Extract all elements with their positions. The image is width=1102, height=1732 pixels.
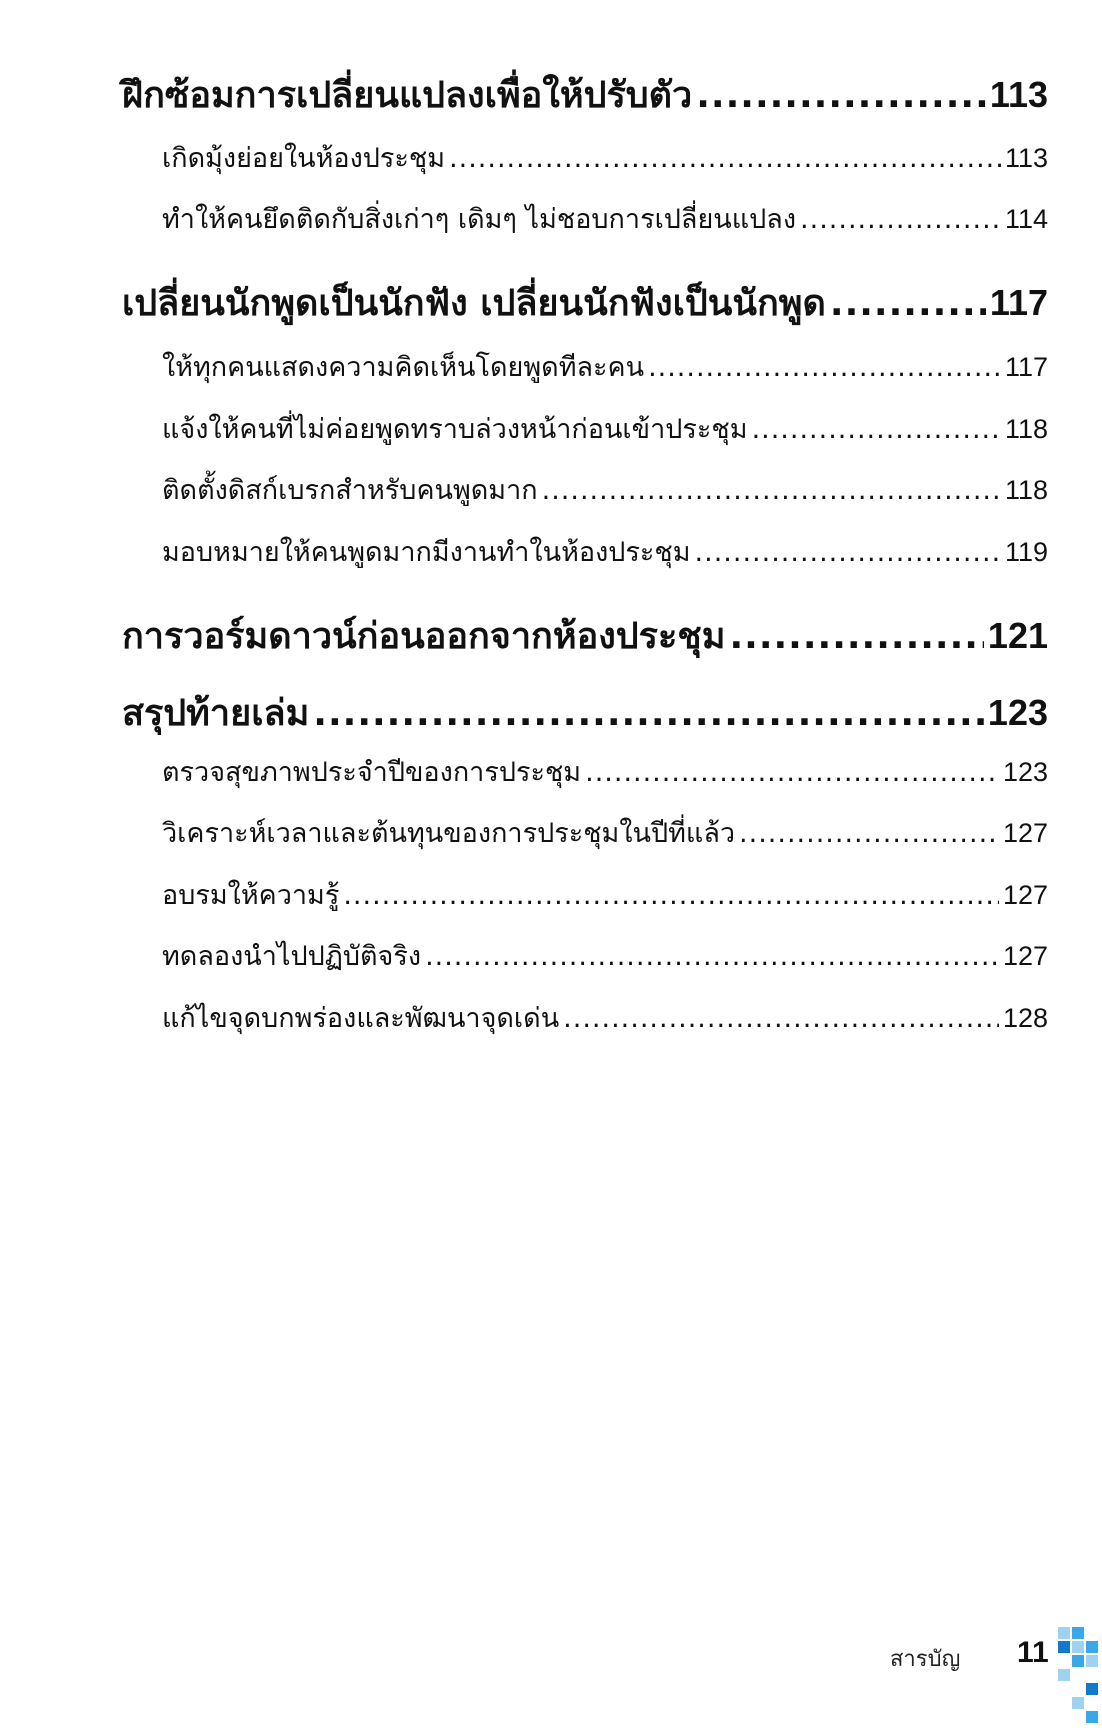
toc-page-number: 113 xyxy=(1004,143,1048,173)
dot-leader xyxy=(585,757,999,788)
dot-leader xyxy=(542,475,1001,506)
pixel-squares-decoration xyxy=(1050,1625,1102,1732)
toc-subentry[interactable] xyxy=(162,873,1048,916)
toc-entry-title: มอบหมายให้คนพูดมากมีงานทำในห้องประชุม xyxy=(162,537,691,568)
toc-subentry[interactable] xyxy=(162,934,1048,977)
toc-subentry[interactable] xyxy=(162,136,1048,179)
toc-heading[interactable] xyxy=(122,66,1048,123)
toc-page-number: 114 xyxy=(1004,204,1048,234)
toc-heading[interactable] xyxy=(122,274,1048,331)
toc-subentry[interactable] xyxy=(162,345,1048,388)
toc-subentry[interactable] xyxy=(162,750,1048,793)
dot-leader xyxy=(449,143,1001,174)
dot-leader xyxy=(695,537,1001,568)
deco-square xyxy=(1086,1641,1098,1653)
dot-leader xyxy=(648,352,1001,383)
toc-page-number: 127 xyxy=(1002,880,1048,910)
toc-subentry[interactable] xyxy=(162,407,1048,450)
dot-leader xyxy=(729,616,983,657)
toc-page-number: 123 xyxy=(1002,757,1048,787)
toc-entry-title: อบรมให้ความรู้ xyxy=(162,880,340,911)
dot-leader xyxy=(800,204,1001,235)
toc-entry-title: การวอร์มดาวน์ก่อนออกจากห้องประชุม xyxy=(122,616,726,657)
deco-square xyxy=(1072,1655,1084,1667)
dot-leader xyxy=(425,941,999,972)
dot-leader xyxy=(313,693,984,734)
toc-entry-title: เปลี่ยนนักพูดเป็นนักฟัง เปลี่ยนนักฟังเป็นนักพูด xyxy=(122,283,826,324)
toc-entry-title: แก้ไขจุดบกพร่องและพัฒนาจุดเด่น xyxy=(162,1003,560,1034)
deco-square xyxy=(1058,1641,1070,1653)
deco-square xyxy=(1086,1711,1098,1723)
dot-leader xyxy=(696,75,986,116)
deco-square xyxy=(1072,1627,1084,1639)
deco-square xyxy=(1072,1641,1084,1653)
toc-page-number: 113 xyxy=(989,74,1048,115)
deco-square xyxy=(1086,1683,1098,1695)
dot-leader xyxy=(343,880,999,911)
toc-entry-title: ติดตั้งดิสก์เบรกสำหรับคนพูดมาก xyxy=(162,475,538,506)
dot-leader xyxy=(739,818,999,849)
toc-page-number: 117 xyxy=(989,282,1048,323)
toc-page-number: 121 xyxy=(987,615,1048,656)
toc-page-number: 117 xyxy=(1004,352,1048,382)
toc-page-number: 128 xyxy=(1002,1003,1048,1033)
toc-subentry[interactable] xyxy=(162,468,1048,511)
dot-leader xyxy=(563,1003,999,1034)
toc-entry-title: ทำให้คนยึดติดกับสิ่งเก่าๆ เดิมๆ ไม่ชอบการเปลี่ยนแปลง xyxy=(162,204,797,235)
toc-entry-title: แจ้งให้คนที่ไม่ค่อยพูดทราบล่วงหน้าก่อนเข้าประชุม xyxy=(162,414,748,445)
toc-heading[interactable] xyxy=(122,607,1048,664)
toc-entry-title: ทดลองนำไปปฏิบัติจริง xyxy=(162,941,422,972)
page-number: 11 xyxy=(1017,1636,1049,1669)
deco-square xyxy=(1086,1655,1098,1667)
toc-entry-title: ฝึกซ้อมการเปลี่ยนแปลงเพื่อให้ปรับตัว xyxy=(122,75,693,116)
toc-entry-title: เกิดมุ้งย่อยในห้องประชุม xyxy=(162,143,446,174)
toc-page-number: 118 xyxy=(1004,414,1048,444)
toc-heading[interactable] xyxy=(122,684,1048,741)
deco-square xyxy=(1058,1627,1070,1639)
toc-subentry[interactable] xyxy=(162,811,1048,854)
deco-square xyxy=(1072,1697,1084,1709)
toc-page-number: 123 xyxy=(987,692,1048,733)
toc-page-number: 127 xyxy=(1002,818,1048,848)
toc-page-number: 119 xyxy=(1004,537,1048,567)
deco-square xyxy=(1058,1669,1070,1681)
toc-page-number: 127 xyxy=(1002,941,1048,971)
toc-entry-title: วิเคราะห์เวลาและต้นทุนของการประชุมในปีที่แล้ว xyxy=(162,818,736,849)
toc-subentry[interactable] xyxy=(162,530,1048,573)
toc-entry-title: ให้ทุกคนแสดงความคิดเห็นโดยพูดทีละคน xyxy=(162,352,645,383)
section-label: สารบัญ xyxy=(890,1647,961,1672)
toc-subentry[interactable] xyxy=(162,197,1048,240)
toc-page-number: 118 xyxy=(1004,475,1048,505)
toc-subentry[interactable] xyxy=(162,996,1048,1039)
toc-entry-title: สรุปท้ายเล่ม xyxy=(122,693,310,734)
toc-entry-title: ตรวจสุขภาพประจำปีของการประชุม xyxy=(162,757,582,788)
dot-leader xyxy=(830,283,986,324)
dot-leader xyxy=(752,414,1001,445)
